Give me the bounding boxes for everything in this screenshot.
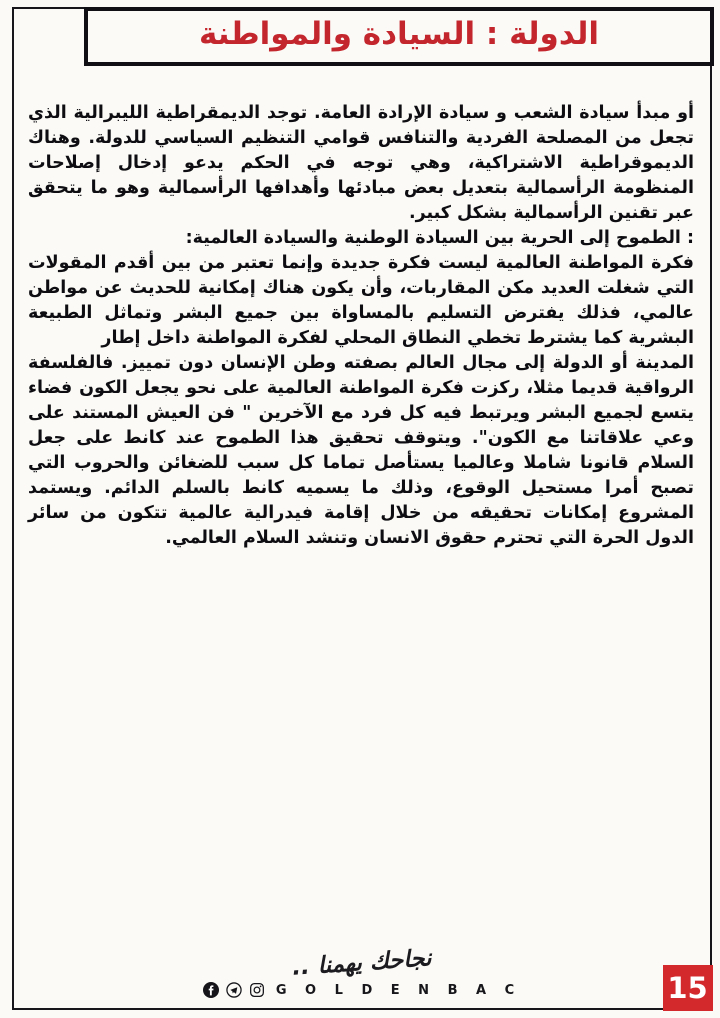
paragraph-democracy: أو مبدأ سيادة الشعب و سيادة الإرادة العامة. توجد الديمقراطية الليبرالية الذي تجعل من المصلحة الفردية والتنافس قوامي التنظيم السياسي للدولة. وهناك الديموقراطية الاشتراكية، وهي توجه في الحكم يدعو إدخال إصلاحات المنظومة الرأسمالية بتعديل بعض مبادئها وأهدافها الرأسمالية وهو ما يتحقق عبر تقنين الرأسمالية بشكل كبير. bbox=[28, 103, 694, 223]
paragraph-world-citizenship: فكرة المواطنة العالمية ليست فكرة جديدة وإنما تعتبر من بين أقدم المقولات التي شغلت العديد مكن المقاربات، وأن يكون هناك إمكانية للحديث عن مواطن عالمي، فذلك يفترض التسليم بالمساواة بين جميع البشر وتماثل الطبيعة البشرية كما يشترط تخطي النطاق المحلي لفكرة المواطنة داخل إطار bbox=[28, 253, 694, 348]
header-banner bbox=[84, 7, 714, 66]
instagram-icon bbox=[249, 982, 265, 998]
page-title: الدولة : السيادة والمواطنة bbox=[198, 15, 599, 52]
footer bbox=[14, 945, 710, 998]
paragraph-stoics-kant: المدينة أو الدولة إلى مجال العالم بصفته وطن الإنسان دون تمييز. فالفلسفة الرواقية قديما مثلا، ركزت فكرة المواطنة العالمية على نحو يجعل الكون فضاء يتسع لجميع البشر ويرتبط فيه كل فرد مع الآخرين " فن العيش المستند على وعي علاقاتنا مع الكون". ويتوقف تحقيق هذا الطموح عند كانط على جعل السلام قانونا شاملا وعالميا يستأصل تماما كل سبب للضغائن والحروب التي تصبح أمرا مستحيل الوقوع، وذلك ما يسميه كانط بالسلم الدائم. ويستمد المشروع إمكانات تحقيقه من خلال إقامة فيدرالية عالمية تتكون من سائر الدول الحرة التي تحترم حقوق الانسان وتنشد السلام العالمي. bbox=[28, 353, 694, 548]
signature-text: نجاحك يهمنا .. bbox=[291, 945, 433, 981]
subheading-freedom-sovereignty: : الطموح إلى الحرية بين السيادة الوطنية والسيادة العالمية: bbox=[185, 228, 694, 248]
telegram-icon bbox=[226, 982, 242, 998]
brand-row bbox=[14, 982, 710, 998]
facebook-icon bbox=[203, 982, 219, 998]
document-body bbox=[28, 101, 694, 551]
page-border-frame bbox=[12, 7, 712, 1010]
page-number-badge: 15 bbox=[663, 965, 713, 1011]
brand-name: G O L D E N B A C bbox=[275, 982, 522, 998]
